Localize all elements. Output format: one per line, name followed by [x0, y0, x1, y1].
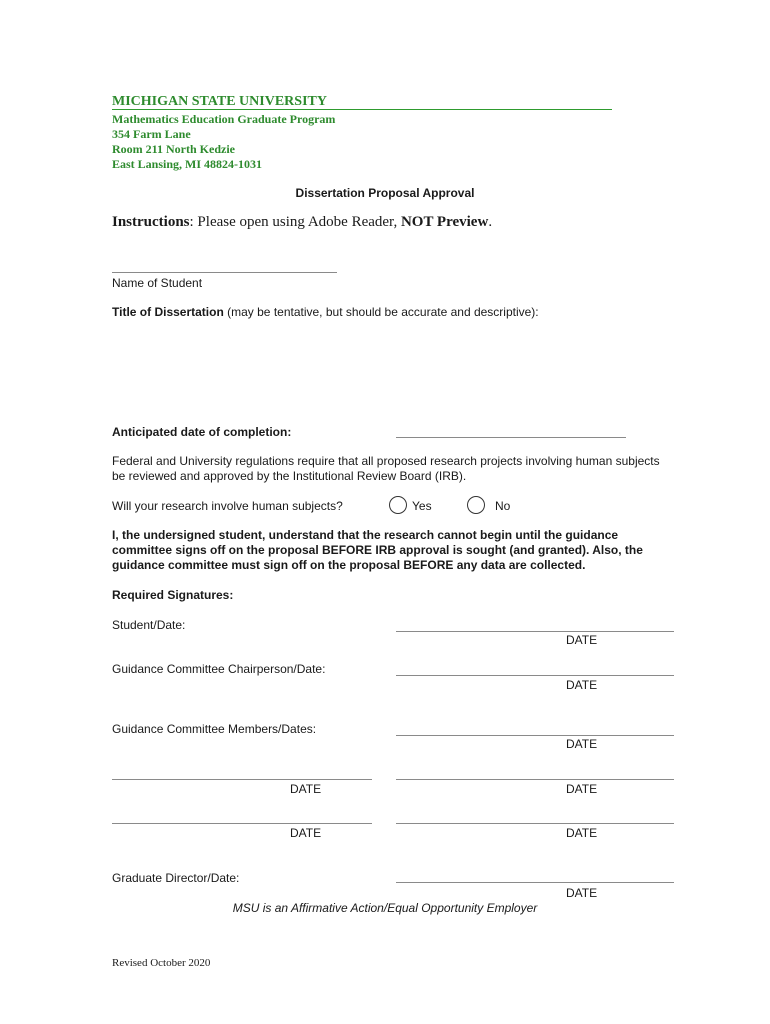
no-label: No — [495, 499, 511, 513]
university-name: MICHIGAN STATE UNIVERSITY — [112, 94, 327, 109]
address-line-1: Mathematics Education Graduate Program — [112, 112, 336, 126]
student-name-field[interactable] — [112, 272, 337, 273]
completion-date-field[interactable] — [396, 437, 626, 438]
dissertation-title-prompt — [112, 305, 539, 319]
director-signature-label: Graduate Director/Date: — [112, 871, 240, 885]
yes-radio[interactable] — [389, 496, 407, 514]
student-signature-field[interactable] — [396, 631, 674, 632]
revision-note: Revised October 2020 — [112, 957, 211, 969]
student-name-label: Name of Student — [112, 276, 203, 290]
instructions — [112, 214, 492, 231]
dissertation-title-field[interactable] — [112, 325, 672, 415]
instructions-end: . — [488, 214, 493, 230]
student-signature-label: Student/Date: — [112, 618, 186, 632]
member-date-label-5: DATE — [566, 826, 598, 840]
member-date-label-3: DATE — [566, 782, 598, 796]
signatures-heading: Required Signatures: — [112, 588, 234, 602]
acknowledgement-text: I, the undersigned student, understand that the research cannot begin until the guidance committee signs off on the proposal BEFORE IRB approval is sought (and granted). Also, the guidance committee must sign off on the proposal BEFORE any data are collected. — [112, 528, 643, 572]
no-radio[interactable] — [467, 496, 485, 514]
member-date-label-2: DATE — [290, 782, 322, 796]
instructions-emphasis: NOT Preview — [400, 214, 489, 230]
dissertation-title-hint: (may be tentative, but should be accurate and descriptive): — [223, 305, 539, 319]
address-line-2: 354 Farm Lane — [112, 127, 191, 141]
members-signature-label: Guidance Committee Members/Dates: — [112, 722, 317, 736]
yes-label: Yes — [412, 499, 432, 513]
director-signature-field[interactable] — [396, 882, 674, 883]
eeo-statement: MSU is an Affirmative Action/Equal Opportunity Employer — [232, 901, 538, 915]
director-date-label: DATE — [566, 886, 598, 900]
instructions-label: Instructions — [112, 214, 190, 230]
header-rule — [112, 109, 612, 110]
member-signature-field-4[interactable] — [112, 823, 372, 824]
address-line-3: Room 211 North Kedzie — [112, 142, 235, 156]
form-title: Dissertation Proposal Approval — [295, 186, 475, 200]
member-signature-field-2[interactable] — [112, 779, 372, 780]
chair-signature-field[interactable] — [396, 675, 674, 676]
member-date-label-4: DATE — [290, 826, 322, 840]
instructions-text: : Please open using Adobe Reader, — [189, 214, 401, 230]
regulations-text: Federal and University regulations require that all proposed research projects involving human subjects be reviewed and approved by the Institutional Review Board (IRB). — [112, 454, 660, 483]
member-date-label-1: DATE — [566, 737, 598, 751]
address-line-4: East Lansing, MI 48824-1031 — [112, 157, 263, 171]
completion-date-label: Anticipated date of completion: — [112, 425, 292, 439]
member-signature-field-5[interactable] — [396, 823, 674, 824]
member-signature-field-3[interactable] — [396, 779, 674, 780]
dissertation-title-label: Title of Dissertation — [112, 305, 224, 319]
member-signature-field-1[interactable] — [396, 735, 674, 736]
human-subjects-question: Will your research involve human subjects? — [112, 499, 343, 513]
student-date-label: DATE — [566, 633, 598, 647]
chair-signature-label: Guidance Committee Chairperson/Date: — [112, 662, 326, 676]
chair-date-label: DATE — [566, 678, 598, 692]
